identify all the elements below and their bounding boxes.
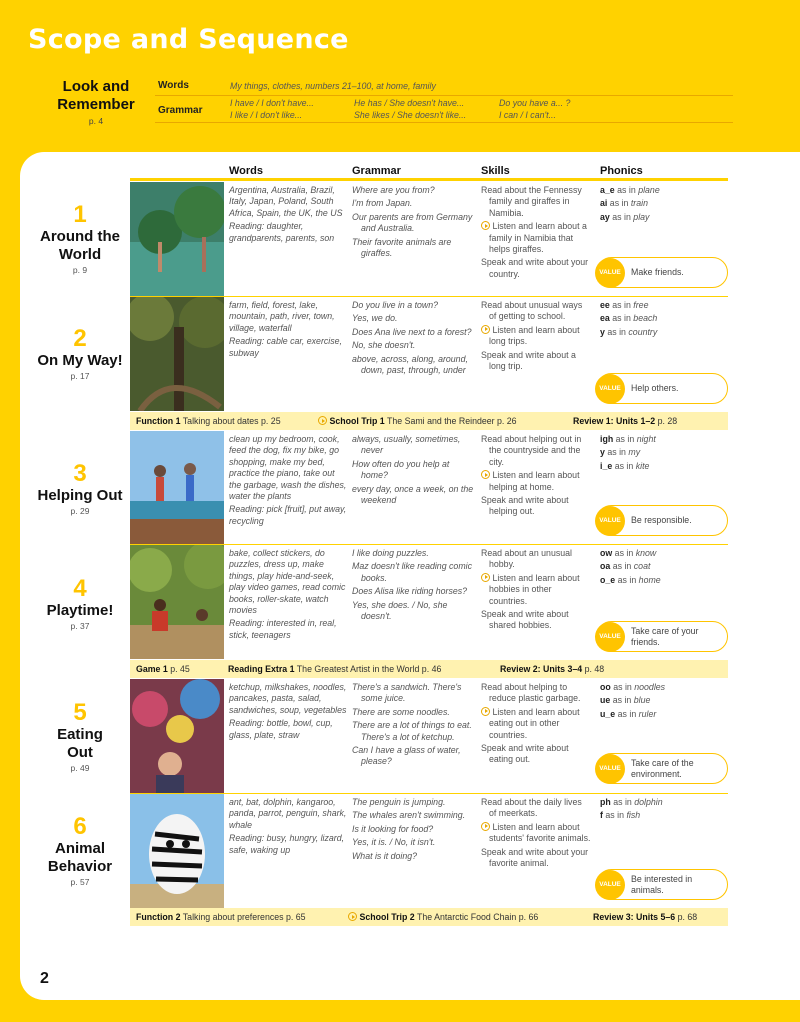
unit-skills [481, 300, 591, 374]
words-item: Reading: interested in, real, stick, teenagers [229, 618, 337, 640]
page-title: Scope and Sequence [28, 24, 349, 55]
skills-item: Speak and write about your favorite animal. [481, 846, 589, 869]
skills-item: Speak and write about eating out. [481, 743, 569, 765]
phonics-item: ow as in know [600, 548, 657, 558]
value-badge: VALUE [595, 622, 625, 652]
grammar-item: Our parents are from Germany and Australia. [352, 211, 473, 234]
unit-words [229, 682, 347, 743]
words-item: farm, field, forest, lake, mountain, path, river, town, village, waterfall [229, 300, 335, 333]
phonics-item: oo as in noodles [600, 682, 666, 692]
page-number: 2 [40, 970, 49, 987]
value-pill [596, 373, 728, 404]
grammar-item: Is it looking for food? [352, 823, 434, 834]
value-text: Take care of the environment. [631, 757, 694, 779]
grammar-item: Yes, we do. [352, 313, 398, 324]
value-badge: VALUE [595, 506, 625, 536]
phonics-item: o_e as in home [600, 574, 661, 585]
unit-grammar [352, 300, 474, 378]
unit-page: p. 37 [70, 621, 90, 631]
value-pill [596, 621, 728, 652]
value-badge: VALUE [595, 374, 625, 404]
grammar-item: There are a lot of things to eat. There's a lot of ketchup. [352, 720, 472, 742]
value-pill [596, 753, 728, 784]
unit-words [229, 548, 347, 643]
row-divider [130, 544, 728, 545]
words-item: Reading: pick [fruit], put away, recycling [229, 504, 347, 526]
unit-phonics [600, 797, 725, 824]
unit-photo [130, 182, 224, 296]
unit-number: 3 [73, 460, 87, 487]
play-icon [318, 416, 327, 425]
grammar-item: Where are you from? [352, 185, 435, 195]
look-remember-grammar-2: He has / She doesn't have... She likes / She doesn't like... [354, 98, 467, 120]
phonics-item: y as in my [600, 447, 641, 458]
value-text: Make friends. [631, 267, 684, 277]
band-3: Function 2 Talking about preferences p. 65 School Trip 2 The Antarctic Food Chain p. 66 Review 3: Units 5–6 p. 68 [130, 908, 728, 926]
value-text: Help others. [631, 383, 679, 393]
play-icon [481, 325, 490, 334]
phonics-item: a_e as in plane [600, 185, 660, 195]
skills-item: Read about the Fennessy family and giraffes in Namibia. [481, 185, 582, 218]
unit-grammar [352, 797, 474, 864]
value-pill [596, 257, 728, 288]
skills-item: Listen and learn about students' favorite animals. [481, 822, 591, 845]
unit-grammar [352, 185, 474, 261]
unit-words [229, 185, 347, 246]
look-remember-words-label: Words [158, 80, 189, 91]
words-item: ant, bat, dolphin, kangaroo, panda, parrot, penguin, shark, whale [229, 797, 347, 830]
look-remember-line1: Look and [62, 78, 130, 95]
grammar-item: What is it doing? [352, 850, 418, 861]
skills-item: Listen and learn about long trips. [481, 325, 591, 348]
grammar-item: always, usually, sometimes, never [352, 434, 461, 456]
value-text: Be responsible. [631, 515, 692, 525]
unit-photo [130, 794, 224, 908]
unit-title [20, 326, 140, 383]
look-remember-grammar-label: Grammar [158, 105, 203, 116]
unit-page: p. 29 [70, 506, 90, 516]
band-1: Function 1 Talking about dates p. 25 School Trip 1 The Sami and the Reindeer p. 26 Review 1: Units 1–2 p. 28 [130, 412, 728, 430]
grammar-item: The penguin is jumping. [352, 797, 446, 807]
play-icon [348, 912, 357, 921]
unit-title [20, 202, 140, 277]
look-remember-page: p. 4 [88, 116, 104, 126]
grammar-item: Maz doesn't like reading comic books. [352, 561, 473, 583]
unit-skills [481, 434, 591, 520]
grammar-item: Does Alisa like riding horses? [352, 586, 468, 597]
unit-phonics [600, 548, 725, 588]
unit-phonics [600, 682, 725, 722]
header-words: Words [229, 165, 264, 177]
unit-skills [481, 797, 591, 871]
look-remember-words: My things, clothes, numbers 21–100, at home, family [230, 81, 436, 91]
phonics-item: ee as in free [600, 300, 649, 310]
unit-skills [481, 682, 591, 768]
unit-words [229, 797, 347, 858]
grammar-item: Their favorite animals are giraffes. [352, 236, 452, 259]
grammar-item: I'm from Japan. [352, 198, 413, 209]
phonics-item: ea as in beach [600, 313, 658, 324]
skills-item: Listen and learn about eating out in other countries. [481, 707, 591, 741]
unit-name-line2: Out [67, 744, 93, 761]
look-remember-title [44, 78, 148, 127]
unit-title [20, 700, 140, 775]
unit-name-line1: Helping Out [37, 487, 123, 504]
unit-number: 2 [73, 325, 87, 352]
header-grammar: Grammar [352, 165, 401, 177]
phonics-item: oa as in coat [600, 561, 651, 572]
unit-page: p. 17 [70, 371, 90, 381]
header-phonics: Phonics [600, 165, 643, 177]
phonics-item: y as in country [600, 326, 658, 337]
skills-item: Speak and write about your country. [481, 257, 589, 279]
words-item: Reading: cable car, exercise, subway [229, 336, 342, 358]
unit-title [20, 814, 140, 889]
row-divider [130, 296, 728, 297]
unit-words [229, 434, 347, 529]
play-icon [481, 573, 490, 582]
skills-item: Read about unusual ways of getting to school. [481, 300, 583, 322]
words-item: Argentina, Australia, Brazil, Italy, Japan, Poland, South Africa, Spain, the UK, the US [229, 185, 343, 218]
grammar-item: Yes, it is. / No, it isn't. [352, 837, 436, 848]
grammar-item: Do you live in a town? [352, 300, 439, 310]
unit-skills [481, 548, 591, 634]
skills-item: Read about the daily lives of meerkats. [481, 797, 582, 819]
skills-item: Read about helping to reduce plastic garbage. [481, 682, 581, 704]
grammar-item: above, across, along, around, down, past, through, under [352, 353, 468, 376]
value-badge: VALUE [595, 754, 625, 784]
unit-grammar [352, 548, 474, 624]
unit-name-line1: Eating [57, 726, 103, 743]
unit-photo [130, 545, 224, 659]
unit-name-line1: Around the [40, 228, 120, 245]
words-item: ketchup, milkshakes, noodles, pancakes, pasta, salad, sandwiches, soup, vegetables [229, 682, 347, 715]
words-item: clean up my bedroom, cook, feed the dog, fix my bike, go shopping, make my bed, practice the piano, take out the garbage, wash the dishes, water the plants [229, 434, 347, 502]
unit-phonics [600, 434, 725, 474]
grammar-item: There's a sandwich. There's some juice. [352, 682, 462, 704]
look-remember-divider [155, 95, 733, 96]
grammar-item: No, she doesn't. [352, 340, 416, 351]
phonics-item: i_e as in kite [600, 460, 650, 471]
skills-item: Read about an unusual hobby. [481, 548, 572, 570]
look-remember-divider [155, 122, 733, 123]
phonics-item: ue as in blue [600, 695, 651, 706]
phonics-item: ai as in train [600, 198, 648, 209]
unit-name-line1: Playtime! [46, 602, 114, 619]
unit-photo [130, 297, 224, 411]
unit-number: 6 [73, 813, 87, 840]
words-item: bake, collect stickers, do puzzles, dress up, make things, play hide-and-seek, play video games, read comic books, roller-skate, watch movies [229, 548, 346, 616]
phonics-item: igh as in night [600, 434, 656, 444]
words-item: Reading: busy, hungry, lizard, safe, waking up [229, 833, 345, 855]
unit-skills [481, 185, 591, 282]
look-remember-grammar-1: I have / I don't have... I like / I don't like... [230, 98, 314, 120]
unit-name-line1: Animal [54, 840, 105, 857]
unit-phonics [600, 300, 725, 340]
unit-number: 5 [73, 699, 87, 726]
play-icon [481, 822, 490, 831]
unit-title [20, 576, 140, 633]
unit-photo [130, 431, 224, 545]
phonics-item: u_e as in ruler [600, 708, 657, 719]
play-icon [481, 470, 490, 479]
look-remember-grammar-3: Do you have a... ? I can / I can't... [499, 98, 571, 120]
header-underline [130, 178, 728, 181]
skills-item: Read about helping out in the countryside and the city. [481, 434, 582, 467]
skills-item: Speak and write about a long trip. [481, 349, 576, 372]
skills-item: Listen and learn about helping at home. [481, 470, 591, 493]
unit-words [229, 300, 347, 361]
grammar-item: There are some noodles. [352, 706, 450, 717]
unit-number: 4 [73, 575, 87, 602]
unit-page: p. 57 [70, 877, 90, 887]
value-pill [596, 869, 728, 900]
phonics-item: ph as in dolphin [600, 797, 663, 807]
value-text: Take care of your friends. [631, 625, 699, 647]
look-remember-line2: Remember [57, 96, 135, 113]
unit-photo [130, 679, 224, 793]
words-item: Reading: bottle, bowl, cup, glass, plate, straw [229, 718, 333, 740]
skills-item: Speak and write about helping out. [481, 495, 569, 517]
skills-item: Speak and write about shared hobbies. [481, 609, 569, 631]
unit-title [20, 461, 140, 518]
play-icon [481, 221, 490, 230]
header-skills: Skills [481, 165, 510, 177]
unit-name-line1: On My Way! [37, 352, 123, 369]
value-badge: VALUE [595, 258, 625, 288]
grammar-item: I like doing puzzles. [352, 548, 429, 558]
words-item: Reading: daughter, grandparents, parents, son [229, 221, 335, 243]
band-2: Game 1 p. 45 Reading Extra 1 The Greatest Artist in the World p. 46 Review 2: Units 3–4 p. 48 [130, 660, 728, 678]
value-text: Be interested in animals. [631, 873, 693, 895]
unit-page: p. 49 [70, 763, 90, 773]
unit-name-line2: World [58, 246, 102, 263]
unit-grammar [352, 682, 474, 770]
grammar-item: every day, once a week, on the weekend [352, 483, 474, 506]
grammar-item: Can I have a glass of water, please? [352, 745, 461, 767]
phonics-item: ay as in play [600, 211, 650, 222]
grammar-item: How often do you help at home? [352, 458, 450, 481]
unit-number: 1 [73, 201, 87, 228]
phonics-item: f as in fish [600, 810, 641, 821]
unit-phonics [600, 185, 725, 225]
value-badge: VALUE [595, 870, 625, 900]
unit-grammar [352, 434, 474, 508]
skills-item: Listen and learn about hobbies in other countries. [481, 573, 591, 607]
unit-page: p. 9 [72, 265, 88, 275]
skills-item: Listen and learn about a family in Namibia that helps giraffes. [481, 221, 591, 255]
row-divider [130, 793, 728, 794]
play-icon [481, 707, 490, 716]
unit-name-line2: Behavior [47, 858, 113, 875]
grammar-item: Yes, she does. / No, she doesn't. [352, 599, 448, 622]
value-pill [596, 505, 728, 536]
grammar-item: Does Ana live next to a forest? [352, 326, 472, 337]
grammar-item: The whales aren't swimming. [352, 810, 466, 821]
